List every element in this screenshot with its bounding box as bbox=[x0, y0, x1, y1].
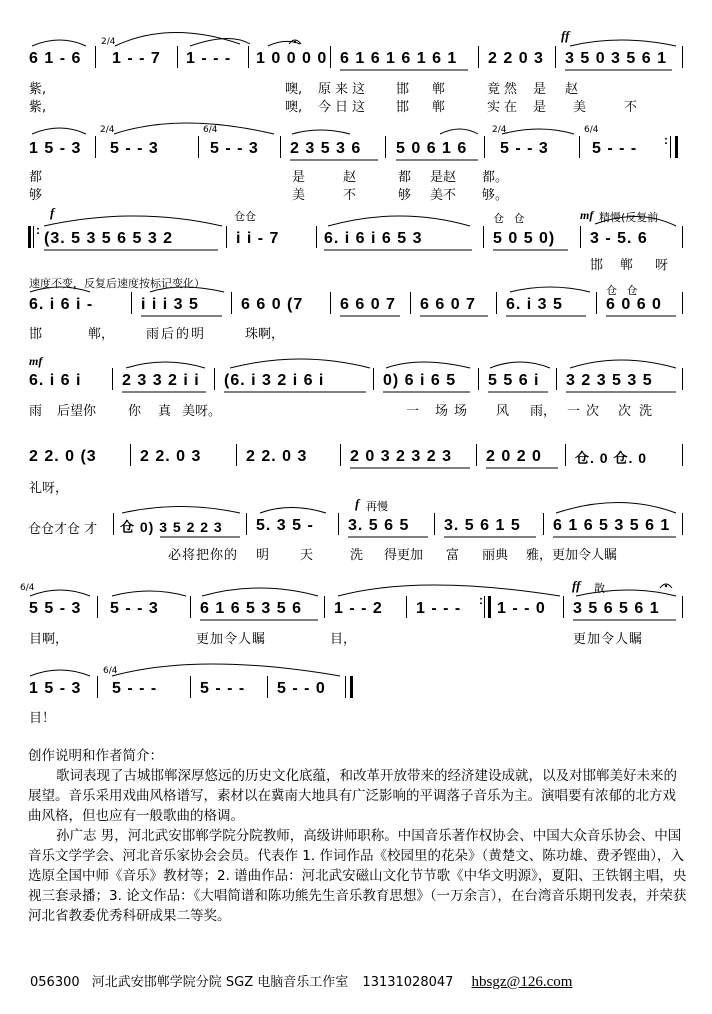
dynamic-mf: mf bbox=[29, 354, 43, 368]
footer-phone: 13131028047 bbox=[362, 975, 454, 990]
lyric: 美 bbox=[573, 100, 587, 115]
measure: 5 0 5 0) bbox=[493, 230, 556, 247]
lyric: 美不 bbox=[430, 188, 457, 203]
lyric: 雨 bbox=[29, 404, 43, 419]
measure: 2 2 0 3 bbox=[488, 50, 544, 67]
measure: 6 6 0 7 bbox=[420, 296, 476, 313]
measure: i i i 3 5 bbox=[141, 296, 199, 313]
measure: 2 3 5 3 6 bbox=[290, 140, 362, 157]
measure: 6 1 6 5 3 5 6 1 bbox=[553, 517, 671, 534]
footer-email-link[interactable]: hbsgz@126.com bbox=[471, 974, 573, 990]
tempo-note: 速度不变，反复后速度按标记变化） bbox=[29, 277, 205, 290]
measure: 6 6 0 (7 bbox=[241, 296, 304, 313]
dynamic-f: f bbox=[50, 205, 55, 220]
lyric: 够 bbox=[29, 188, 43, 203]
lyric: 实在 bbox=[487, 100, 522, 115]
measure: 5 5 6 i bbox=[488, 372, 540, 389]
tempo-note: 再慢 bbox=[366, 500, 388, 513]
measure: 6 1 - 6 bbox=[29, 50, 82, 67]
lyric: 你 bbox=[128, 404, 142, 419]
lyric: 必将把你的 bbox=[168, 548, 239, 563]
lyric: 目， bbox=[330, 632, 357, 647]
footer bbox=[30, 971, 572, 991]
measure: 2 2. 0 3 bbox=[140, 448, 202, 465]
measure: 3 5 0 3 5 6 1 bbox=[565, 50, 667, 67]
lyric: 富 bbox=[446, 548, 460, 563]
lyric: 赵 bbox=[343, 170, 357, 185]
lyric: 都 bbox=[29, 170, 43, 185]
measure: 5 0 6 1 6 bbox=[396, 140, 468, 157]
footer-address: 河北武安邯郸学院分院 SGZ 电脑音乐工作室 bbox=[91, 975, 349, 990]
measure: 5 - - - bbox=[200, 680, 246, 697]
percussion-mark: 仓 仓 bbox=[493, 212, 528, 225]
measure: 6 1 6 5 3 5 6 bbox=[200, 600, 302, 617]
time-signature: 2/4 bbox=[492, 125, 507, 135]
lyric: 郸 bbox=[620, 258, 634, 273]
lyric: 珠啊， bbox=[245, 327, 285, 342]
lyric: 郸 bbox=[432, 100, 446, 115]
measure: 1 5 - 3 bbox=[29, 680, 82, 697]
lyric: 郸 bbox=[432, 82, 446, 97]
lyric: 真 bbox=[158, 404, 172, 419]
time-signature: 2/4 bbox=[101, 37, 116, 47]
lyric: 一次 bbox=[567, 404, 606, 419]
measure: 6. i 3 5 bbox=[506, 296, 563, 313]
measure: 1 - - 0 bbox=[497, 600, 546, 617]
lyric: 竟然 bbox=[487, 82, 522, 97]
lyric: 雨后的明 bbox=[146, 327, 207, 342]
measure: 1 - - - bbox=[186, 50, 232, 67]
lyric: 郸， bbox=[88, 327, 115, 342]
dynamic-ff: ff bbox=[561, 28, 570, 43]
time-signature: 6/4 bbox=[203, 125, 218, 135]
measure: 2 2. 0 (3 bbox=[29, 448, 97, 465]
measure: 3 5 6 5 6 1 bbox=[573, 600, 660, 617]
lyric: 紫, bbox=[29, 82, 47, 97]
lyric: 不 bbox=[624, 100, 638, 115]
measure: 2 0 2 0 bbox=[486, 448, 542, 465]
measure: 6. i 6 i 6 5 3 bbox=[324, 230, 423, 247]
lyric: 明 bbox=[256, 548, 270, 563]
lyric: 邯 bbox=[396, 82, 410, 97]
time-signature: 6/4 bbox=[584, 125, 599, 135]
measure: 6 1 6 1 6 1 6 1 bbox=[340, 50, 458, 67]
measure: 5 5 - 3 bbox=[29, 600, 82, 617]
lyric: 是 bbox=[533, 82, 547, 97]
lyric: 原来这 bbox=[318, 82, 370, 97]
lyric: 噢, bbox=[285, 100, 303, 115]
lyric: 赵 bbox=[565, 82, 579, 97]
measure: 2 2. 0 3 bbox=[246, 448, 308, 465]
lyric: 美呀。 bbox=[182, 404, 222, 419]
lyric: 雨， bbox=[530, 404, 557, 419]
measure: 5 - - 3 bbox=[110, 140, 159, 157]
tempo-note: 散 bbox=[594, 582, 605, 595]
lyric: 礼呀， bbox=[29, 481, 69, 496]
lyric: 后望你 bbox=[57, 404, 97, 419]
measure: i i - 7 bbox=[236, 230, 280, 247]
lyric: 今日这 bbox=[318, 100, 370, 115]
measure: 1 0 0 0 0 bbox=[256, 50, 328, 67]
measure: 5 - - - bbox=[112, 680, 158, 697]
percussion-mark: 仓仓 bbox=[234, 210, 256, 223]
measure: 6. i 6 i - bbox=[29, 296, 94, 313]
lyric: 场场 bbox=[435, 404, 474, 419]
measure: 5. 3 5 - bbox=[256, 517, 314, 534]
measure: 3 - 5. 6 bbox=[590, 230, 648, 247]
time-signature: 6/4 bbox=[103, 666, 118, 676]
notes-paragraph-2: 孙广志 男，河北武安邯郸学院分院教师，高级讲师职称。中国音乐著作权协会、中国大众音乐协会、中国音乐文学学会、河北音乐家协会会员。代表作 1. 作词作品《校园里的花朵》（黄楚文、陈功雄、费矛铿曲），入选原全国中师《音乐》教材等；2. 谱曲作品：河北武安磁山文化节节歌《中华文明源》，夏阳、王铁钢主唱，央视三套录播；3. 论文作品：《大唱简谱和陈功熊先生音乐教育思想》（一万余言），在台湾音乐期刊发表，并荣获河北省教委优秀科研成果二等奖。 bbox=[28, 828, 687, 924]
percussion-mark: 仓仓才仓 才 bbox=[28, 522, 98, 537]
lyric: 都。 bbox=[482, 170, 509, 185]
notes-heading: 创作说明和作者简介： bbox=[28, 748, 163, 764]
measure: 5 - - - bbox=[592, 140, 638, 157]
lyric: 是 bbox=[533, 100, 547, 115]
notes-paragraph-1: 歌词表现了古城邯郸深厚悠远的历史文化底蕴，和改革开放带来的经济建设成就，以及对邯郸美好未来的展望。音乐采用戏曲风格谱写，素材以在冀南大地具有广泛影响的平调落子音乐为主。演唱要有浓郁的北方戏曲风格，但也应有一般歌曲的格调。 bbox=[28, 768, 677, 824]
measure: 5 - - 3 bbox=[210, 140, 259, 157]
measure: 6 0 6 0 bbox=[606, 296, 662, 313]
time-signature: 2/4 bbox=[100, 125, 115, 135]
lyric: 不 bbox=[343, 188, 357, 203]
lyric: 噢, bbox=[285, 82, 303, 97]
time-signature: 6/4 bbox=[20, 583, 35, 593]
measure: (6. i 3 2 i 6 i bbox=[224, 372, 325, 389]
lyric: 呀 bbox=[655, 258, 669, 273]
lyric: 洗 bbox=[350, 548, 364, 563]
lyric: 邯 bbox=[590, 258, 604, 273]
measure: 5 - - 3 bbox=[500, 140, 549, 157]
dynamic-mf: mf bbox=[580, 208, 594, 222]
lyric: 是赵 bbox=[430, 170, 457, 185]
measure: 6. i 6 i bbox=[29, 372, 82, 389]
lyric: 更加令人瞩 bbox=[196, 632, 267, 647]
measure: 仓 0) 3 5 2 2 3 bbox=[120, 519, 223, 535]
measure: 3. 5 6 5 bbox=[348, 517, 410, 534]
measure: 仓. 0 仓. 0 bbox=[575, 450, 648, 466]
percussion-mark: 仓 仓 bbox=[606, 284, 641, 297]
measure: 1 5 - 3 bbox=[29, 140, 82, 157]
lyric: 紫, bbox=[29, 100, 47, 115]
measure: (3. 5 3 5 6 5 3 2 bbox=[44, 230, 174, 247]
measure: 0) 6 i 6 5 bbox=[383, 372, 457, 389]
footer-postcode: 056300 bbox=[30, 975, 80, 990]
measure: 2 0 3 2 3 2 3 bbox=[350, 448, 452, 465]
tempo-note: 精慢(反复前 bbox=[599, 211, 659, 224]
lyric: 天 bbox=[300, 548, 314, 563]
measure: 1 - - 2 bbox=[334, 600, 383, 617]
measure: 3 2 3 5 3 5 bbox=[566, 372, 653, 389]
notes-section bbox=[28, 746, 688, 926]
dynamic-ff: ff bbox=[572, 578, 581, 593]
measure: 1 - - 7 bbox=[112, 50, 161, 67]
lyric: 风 bbox=[496, 404, 510, 419]
lyric: 够。 bbox=[482, 188, 509, 203]
lyric: 得更加 bbox=[384, 548, 424, 563]
lyric: 一 bbox=[406, 404, 420, 419]
measure: 3. 5 6 1 5 bbox=[444, 517, 521, 534]
lyric: 更加令人瞩 bbox=[573, 632, 644, 647]
lyric: 邯 bbox=[29, 327, 43, 342]
lyric: 邯 bbox=[396, 100, 410, 115]
lyric: 都 bbox=[398, 170, 412, 185]
measure: 6 6 0 7 bbox=[340, 296, 396, 313]
measure: 5 - - 0 bbox=[277, 680, 326, 697]
dynamic-f: f bbox=[355, 496, 360, 511]
lyric: 雅，更加令人瞩 bbox=[526, 548, 618, 563]
measure: 1 - - - bbox=[416, 600, 462, 617]
measure: 5 - - 3 bbox=[110, 600, 159, 617]
lyric: 美 bbox=[292, 188, 306, 203]
lyric: 够 bbox=[398, 188, 412, 203]
lyric: 次洗 bbox=[618, 404, 661, 419]
lyric: 目啊， bbox=[29, 632, 69, 647]
measure: 2 3 3 2 i i bbox=[122, 372, 200, 389]
lyric: 丽典 bbox=[482, 548, 509, 563]
lyric: 是 bbox=[292, 170, 306, 185]
lyric: 目！ bbox=[29, 711, 56, 726]
